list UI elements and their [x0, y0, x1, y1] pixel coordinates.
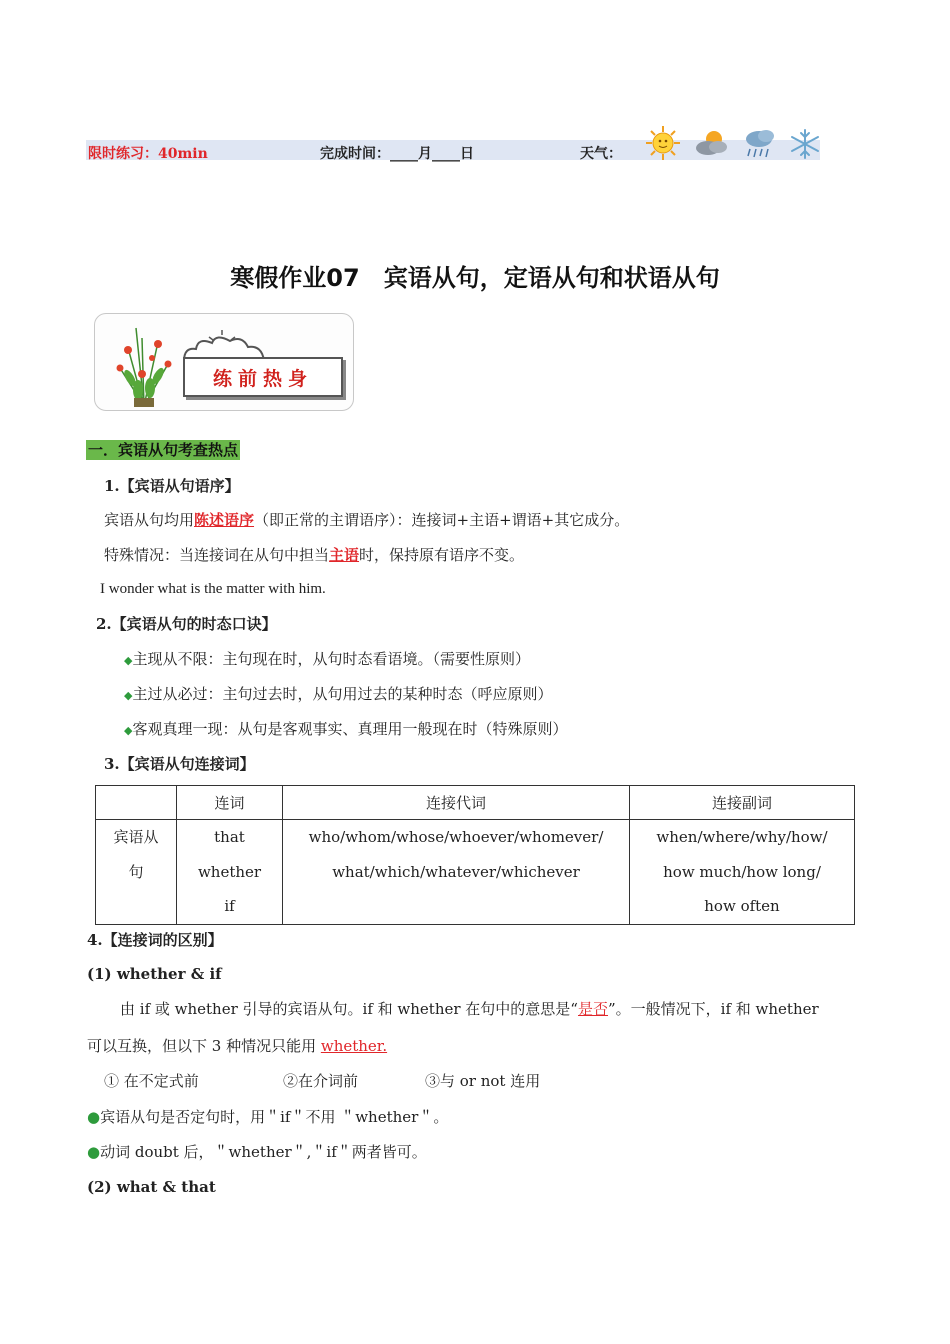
text: 宾语从句均用 — [104, 511, 195, 529]
cell-text: 宾语从 — [113, 828, 159, 846]
flower-plant-icon — [108, 318, 180, 408]
section-heading: 一．宾语从句考查热点 — [88, 441, 239, 459]
snowflake-icon — [789, 128, 821, 160]
table-cell — [177, 820, 283, 925]
cell-text: that — [214, 828, 245, 846]
rain-icon — [742, 126, 778, 160]
part1-heading: 1.【宾语从句语序】 — [104, 477, 240, 495]
dot-icon: ● — [87, 1143, 101, 1161]
table-cell — [630, 820, 855, 925]
cloud-sun-icon — [182, 327, 282, 361]
warmup-label: 练前热身 — [183, 357, 343, 397]
bullet-item — [124, 719, 567, 741]
cell-text: what/which/whatever/whichever — [332, 862, 580, 881]
bullet-item — [124, 684, 552, 706]
highlight: whether. — [320, 1037, 388, 1055]
highlight: 是否 — [577, 1000, 608, 1018]
conjunction-table — [95, 785, 855, 925]
page-title: 寒假作业07 宾语从句，定语从句和状语从句 — [230, 264, 720, 292]
text: ”。一般情况下，if 和 whether — [608, 1000, 819, 1018]
cell-text: how often — [704, 897, 780, 915]
part4-heading: 4.【连接词的区别】 — [87, 931, 223, 949]
highlight: 主语 — [329, 546, 360, 564]
part3-heading: 3.【宾语从句连接词】 — [104, 755, 255, 773]
table-header: 连接代词 — [283, 786, 630, 820]
sub-heading-1: (1) whether & if — [87, 965, 222, 983]
case-item: ③与 or not 连用 — [425, 1072, 541, 1090]
part4-para-line1 — [120, 999, 819, 1019]
cell-text: 句 — [128, 862, 144, 881]
diamond-icon: ◆ — [124, 689, 133, 702]
diamond-icon: ◆ — [124, 724, 133, 737]
case-item: ① 在不定式前 — [104, 1072, 199, 1090]
cell-text: whether — [197, 862, 262, 881]
bullet-text: 主现从不限：主句现在时，从句时态看语境。（需要性原则） — [132, 650, 530, 668]
bullet-item — [124, 649, 530, 671]
text: 时，保持原有语序不变。 — [359, 546, 525, 564]
example-sentence: I wonder what is the matter with him. — [100, 581, 326, 597]
text: 特殊情况：当连接词在从句中担当 — [104, 546, 330, 564]
dot-text: 动词 doubt 后，＂whether＂,＂if＂两者皆可。 — [100, 1143, 427, 1161]
table-header — [96, 786, 177, 820]
partly-cloudy-icon — [694, 126, 730, 160]
part2-heading: 2.【宾语从句的时态口诀】 — [96, 615, 277, 633]
table-row-label — [96, 820, 177, 925]
dot-item — [87, 1142, 427, 1162]
highlight: 陈述语序 — [194, 511, 255, 529]
dot-text: 宾语从句是否定句时，用＂if＂不用 ＂whether＂。 — [100, 1108, 449, 1126]
part1-line1 — [104, 510, 629, 530]
table-cell — [283, 820, 630, 925]
diamond-icon: ◆ — [124, 654, 133, 667]
time-limit: 限时练习：40min — [88, 146, 208, 162]
bullet-text: 主过从必过：主句过去时，从句用过去的某种时态（呼应原则） — [132, 685, 553, 703]
dot-icon: ● — [87, 1108, 101, 1126]
cell-text: how much/how long/ — [663, 862, 821, 881]
text: （即正常的主谓语序）：连接词+主语+谓语+其它成分。 — [254, 511, 630, 529]
bullet-text: 客观真理一现：从句是客观事实、真理用一般现在时（特殊原则） — [132, 720, 568, 738]
table-header: 连接副词 — [630, 786, 855, 820]
sub-heading-2: (2) what & that — [87, 1178, 216, 1196]
text: 可以互换，但以下 3 种情况只能用 — [87, 1037, 321, 1055]
text: 由 if 或 whether 引导的宾语从句。if 和 whether 在句中的意思是“ — [120, 1000, 578, 1018]
part4-para-line2 — [87, 1036, 387, 1056]
part1-line2 — [104, 545, 524, 565]
weather-label: 天气： — [580, 146, 622, 162]
complete-time: 完成时间：____月____日 — [320, 146, 474, 162]
cell-text: when/where/why/how/ — [656, 828, 828, 846]
sun-icon — [645, 125, 681, 161]
table-header: 连词 — [177, 786, 283, 820]
dot-item — [87, 1107, 448, 1127]
cell-text: who/whom/whose/whoever/whomever/ — [308, 828, 604, 846]
cell-text: if — [224, 897, 235, 915]
case-item: ②在介词前 — [283, 1072, 359, 1090]
